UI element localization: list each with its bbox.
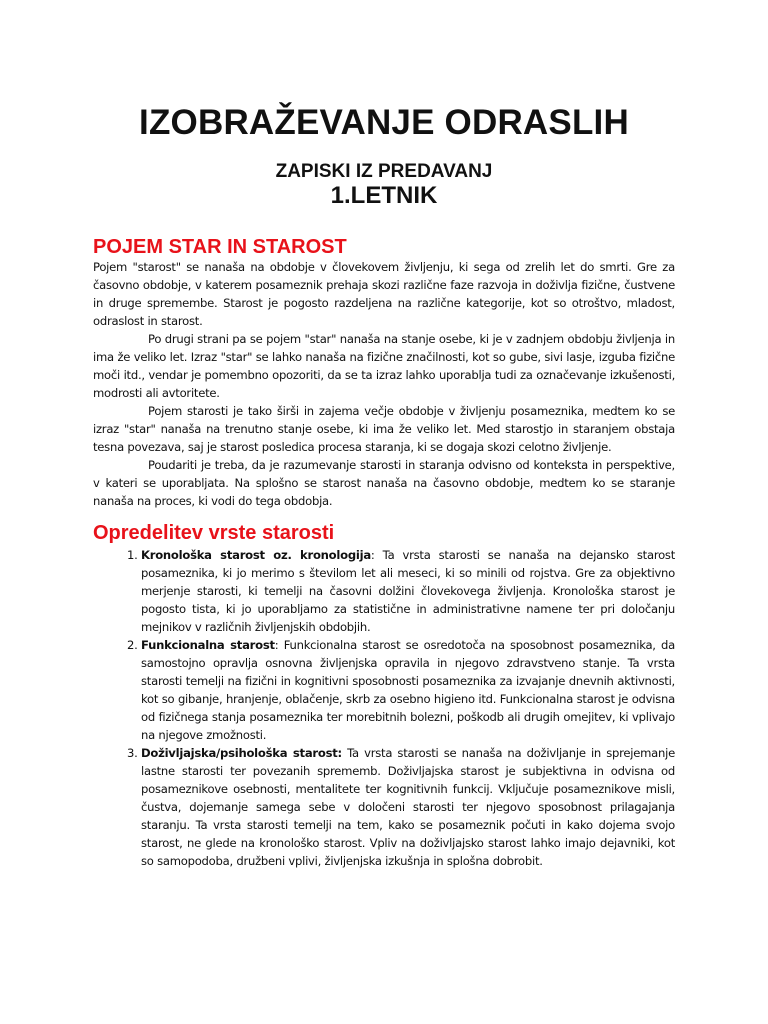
document-year: 1.LETNIK (330, 182, 438, 209)
list-item (141, 744, 675, 870)
paragraph: Po drugi strani pa se pojem "star" nanaša na stanje osebe, ki je v zadnjem obdobju življenja in ima že veliko let. Izraz "star" se lahko nanaša na fizične značilnosti, kot so gube, sivi lasje, izguba fizične moči itd., vendar je pomembno opozoriti, da se ta izraz lahko uporablja tudi za označevanje izkušenosti, modrosti ali avtoritete. (93, 332, 675, 400)
paragraph: Pojem "starost" se nanaša na obdobje v človekovem življenju, ki sega od zrelih let do smrti. Gre za časovno obdobje, v katerem posameznik prehaja skozi različne faze razvoja in doživlja fizične, čustvene in druge spremembe. Starost je pogosto razdeljena na različne kategorije, kot so otroštvo, mladost, odraslost in starost. (93, 260, 675, 328)
section-heading-pojem: POJEM STAR IN STAROST (93, 236, 347, 258)
section-heading-opredelitev: Opredelitev vrste starosti (93, 522, 335, 544)
list-item-text: Ta vrsta starosti se nanaša na doživljanje in sprejemanje lastne starosti ter povezanih sprememb. Doživljajska starost je subjektivna in odvisna od posameznikove osebnosti, mentalitete ter kognitivnih funkcij. Vključuje posameznikove misli, čustva, dojemanje samega sebe v določeni starosti ter njegovo sposobnost prilagajanja staranju. Ta vrsta starosti temelji na tem, kako se posameznik počuti in kako dojema svojo starost, ne glede na kronološko starost. Vpliv na doživljajsko starost lahko imajo dejavniki, kot so samopodoba, družbeni vplivi, življenjska izkušnja in splošna dobrobit. (141, 746, 675, 868)
document-subtitle: ZAPISKI IZ PREDAVANJ (275, 161, 493, 182)
age-types-list (93, 546, 675, 870)
document-title: IZOBRAŽEVANJE ODRASLIH (139, 103, 629, 142)
paragraph: Poudariti je treba, da je razumevanje starosti in staranja odvisno od konteksta in perspektive, v kateri se uporabljata. Na splošno se starost nanaša na časovno obdobje, medtem ko se staranje nanaša na proces, ki vodi do tega obdobja. (93, 458, 675, 508)
list-item-text: : Ta vrsta starosti se nanaša na dejansko starost posameznika, ki jo merimo s številom let ali meseci, ki so minili od rojstva. Gre za objektivno merjenje starosti, ki temelji na časovni dolžini človekovega življenja. Kronološka starost je pogosto tista, ki jo uporabljamo za statistične in administrativne namene ter pri določanju mejnikov v različnih življenjskih obdobjih. (141, 548, 676, 634)
list-item-term: Funkcionalna starost (141, 638, 275, 652)
list-item (141, 636, 675, 744)
list-item-text: : Funkcionalna starost se osredotoča na sposobnost posameznika, da samostojno opravlja osnovna življenjska opravila in njegovo zdravstveno stanje. Ta vrsta starosti temelji na fizični in kognitivni sposobnosti posameznika za izvajanje dnevnih aktivnosti, kot so gibanje, hranjenje, oblačenje, skrb za osebno higieno itd. Funkcionalna starost je odvisna od fizičnega stanja posameznika ter morebitnih bolezni, poškodb ali drugih omejitev, ki vplivajo na njegove zmožnosti. (141, 638, 675, 742)
list-item-term: Doživljajska/psihološka starost: (141, 746, 342, 760)
list-item-term: Kronološka starost oz. kronologija (141, 548, 371, 562)
list-item (141, 546, 675, 636)
paragraph: Pojem starosti je tako širši in zajema večje obdobje v življenju posameznika, medtem ko se izraz "star" nanaša na trenutno stanje osebe, ki ima že veliko let. Med starostjo in staranjem obstaja tesna povezava, saj je starost posledica procesa staranja, ki se dogaja skozi celotno življenje. (93, 404, 675, 454)
